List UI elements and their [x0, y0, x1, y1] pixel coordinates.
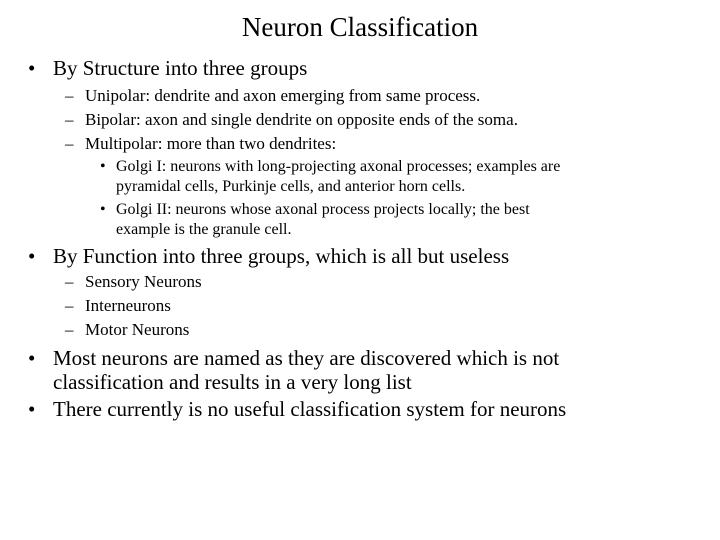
- dash-item-interneurons: [65, 296, 171, 316]
- dash-marker: –: [65, 272, 74, 291]
- bullet-line: Most neurons are named as they are discovered which is not: [53, 346, 560, 370]
- bullet-text: By Structure into three groups: [53, 56, 308, 80]
- dash-item-unipolar: [65, 86, 480, 106]
- dash-text: Sensory Neurons: [85, 272, 202, 291]
- bullet-marker: •: [28, 56, 36, 80]
- dash-marker: –: [65, 320, 74, 339]
- dash-text: Bipolar: axon and single dendrite on opposite ends of the soma.: [85, 110, 518, 129]
- dash-text: Interneurons: [85, 296, 171, 315]
- bullet-marker: •: [28, 397, 36, 421]
- bullet-marker: •: [100, 201, 106, 218]
- sub-bullet-line: pyramidal cells, Purkinje cells, and anterior horn cells.: [116, 178, 466, 195]
- bullet-text: There currently is no useful classification system for neurons: [53, 397, 567, 421]
- dash-marker: –: [65, 296, 74, 315]
- dash-item-multipolar: [65, 134, 336, 154]
- dash-marker: –: [65, 86, 74, 105]
- dash-text: Motor Neurons: [85, 320, 190, 339]
- dash-item-motor: [65, 320, 189, 340]
- bullet-text: By Function into three groups, which is all but useless: [53, 244, 510, 268]
- bullet-item-naming: [28, 346, 559, 394]
- dash-text: Multipolar: more than two dendrites:: [85, 134, 337, 153]
- bullet-item-no-system: [28, 397, 566, 421]
- sub-bullet-line: example is the granule cell.: [116, 221, 292, 238]
- bullet-item-function: [28, 244, 509, 268]
- bullet-marker: •: [28, 244, 36, 268]
- sub-bullet-line: Golgi II: neurons whose axonal process projects locally; the best: [116, 201, 530, 218]
- dash-text: Unipolar: dendrite and axon emerging from same process.: [85, 86, 481, 105]
- sub-bullet-golgi-2: [100, 200, 530, 240]
- sub-bullet-line: Golgi I: neurons with long-projecting axonal processes; examples are: [116, 158, 561, 175]
- sub-bullet-golgi-1: [100, 157, 560, 197]
- bullet-item-structure: [28, 56, 307, 80]
- dash-marker: –: [65, 134, 74, 153]
- dash-item-bipolar: [65, 110, 518, 130]
- bullet-marker: •: [100, 158, 106, 175]
- dash-marker: –: [65, 110, 74, 129]
- dash-item-sensory: [65, 272, 202, 292]
- bullet-marker: •: [28, 346, 36, 370]
- slide-title: Neuron Classification: [241, 12, 479, 42]
- bullet-line: classification and results in a very long list: [53, 370, 412, 394]
